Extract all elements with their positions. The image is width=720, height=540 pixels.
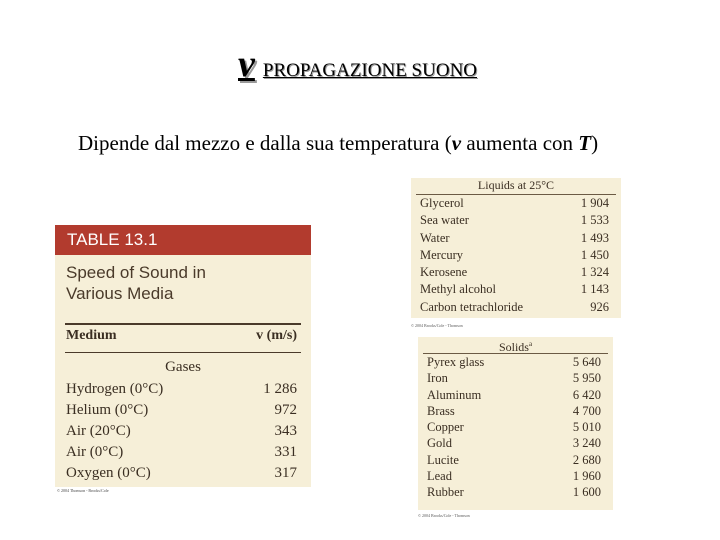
- row-value: 1 533: [580, 213, 609, 228]
- table-credit: © 2004 Thomson - Brooks/Cole: [57, 488, 109, 493]
- row-value: 343: [274, 423, 297, 439]
- row-medium: Lead: [427, 469, 452, 484]
- row-medium: Kerosene: [420, 265, 468, 280]
- table-row: [66, 400, 297, 421]
- solids-header-footnote: a: [528, 340, 533, 348]
- row-value: 1 493: [580, 230, 609, 245]
- table-rule-top: [65, 323, 301, 325]
- row-medium: Aluminum: [427, 387, 482, 402]
- row-value: 972: [274, 402, 297, 418]
- body-paragraph: [78, 129, 638, 157]
- row-value: 1 904: [580, 196, 609, 210]
- body-symbol-t: T: [578, 131, 592, 155]
- body-symbol-v: v: [451, 131, 462, 155]
- table-caption-line2: Various Media: [66, 284, 174, 303]
- group-label-gases: Gases: [165, 359, 201, 375]
- row-value: 926: [590, 299, 609, 314]
- table-row: [411, 281, 621, 298]
- row-medium: Copper: [427, 420, 464, 435]
- solids-header: [418, 337, 613, 354]
- table-row: [418, 370, 613, 386]
- table-caption: [55, 255, 311, 304]
- row-medium: Water: [420, 230, 450, 245]
- row-value: 2 680: [572, 452, 601, 467]
- table-row: [411, 230, 621, 247]
- row-value: 5 640: [572, 355, 601, 369]
- body-text-mid: aumenta con: [461, 131, 579, 155]
- row-medium: Oxygen (0°C): [66, 465, 151, 481]
- table-row: [418, 468, 613, 484]
- title-symbol: v: [238, 43, 255, 85]
- table-caption-line1: Speed of Sound in: [66, 263, 206, 282]
- row-medium: Helium (0°C): [66, 402, 149, 418]
- table-column-headers: [66, 328, 297, 348]
- solids-table: [418, 337, 613, 518]
- liquids-table: [411, 178, 621, 328]
- solids-credit: © 2004 Brooks/Cole - Thomson: [418, 513, 470, 518]
- table-row: [418, 387, 613, 403]
- body-text-pre: Dipende dal mezzo e dalla sua temperatura (: [78, 131, 452, 155]
- table-row: [66, 442, 297, 463]
- table-row: [66, 463, 297, 484]
- table-13-1: [55, 225, 311, 493]
- table-row: [418, 435, 613, 451]
- table-row: [66, 421, 297, 442]
- row-medium: Glycerol: [420, 196, 464, 210]
- table-row: [418, 403, 613, 419]
- slide-title: [238, 42, 477, 86]
- row-medium: Gold: [427, 436, 452, 451]
- row-medium: Lucite: [427, 452, 459, 467]
- table-row: [411, 299, 621, 316]
- row-medium: Pyrex glass: [427, 355, 485, 369]
- table-rule-mid: [65, 352, 301, 353]
- row-value: 4 700: [572, 403, 601, 418]
- row-value: 317: [274, 465, 297, 481]
- table-row: [411, 247, 621, 264]
- row-medium: Brass: [427, 403, 455, 418]
- row-medium: Air (0°C): [66, 444, 124, 460]
- table-row: [411, 264, 621, 281]
- row-medium: Air (20°C): [66, 423, 131, 439]
- row-value: 331: [274, 444, 297, 460]
- row-value: 1 960: [572, 469, 601, 484]
- row-medium: Carbon tetrachloride: [420, 299, 524, 314]
- row-value: 1 600: [572, 485, 601, 500]
- table-rows: [66, 379, 297, 484]
- row-value: 6 420: [572, 387, 601, 402]
- table-row: [418, 354, 613, 370]
- row-value: 3 240: [572, 436, 601, 451]
- column-header-medium: Medium: [66, 328, 117, 343]
- table-header: TABLE 13.1: [55, 225, 311, 255]
- row-medium: Rubber: [427, 485, 464, 500]
- row-medium: Iron: [427, 371, 448, 386]
- column-header-v: v (m/s): [256, 328, 297, 343]
- table-row: [418, 484, 613, 500]
- row-value: 1 286: [263, 381, 297, 397]
- title-text: PROPAGAZIONE SUONO: [262, 60, 478, 81]
- liquids-credit: © 2004 Brooks/Cole - Thomson: [411, 323, 463, 328]
- row-value: 5 950: [572, 371, 601, 386]
- table-row: [418, 452, 613, 468]
- table-row: [411, 195, 621, 212]
- body-text-post: ): [591, 131, 599, 155]
- row-medium: Methyl alcohol: [420, 282, 497, 297]
- table-row: [411, 212, 621, 229]
- solids-header-text: Solids: [498, 340, 529, 354]
- liquids-header: Liquids at 25°C: [477, 178, 555, 192]
- row-value: 5 010: [572, 420, 601, 435]
- row-value: 1 324: [580, 265, 609, 280]
- row-value: 1 143: [580, 282, 609, 297]
- row-medium: Mercury: [420, 247, 464, 262]
- row-medium: Sea water: [420, 213, 469, 228]
- table-row: [66, 379, 297, 400]
- row-value: 1 450: [580, 247, 609, 262]
- row-medium: Hydrogen (0°C): [66, 381, 164, 397]
- table-row: [418, 419, 613, 435]
